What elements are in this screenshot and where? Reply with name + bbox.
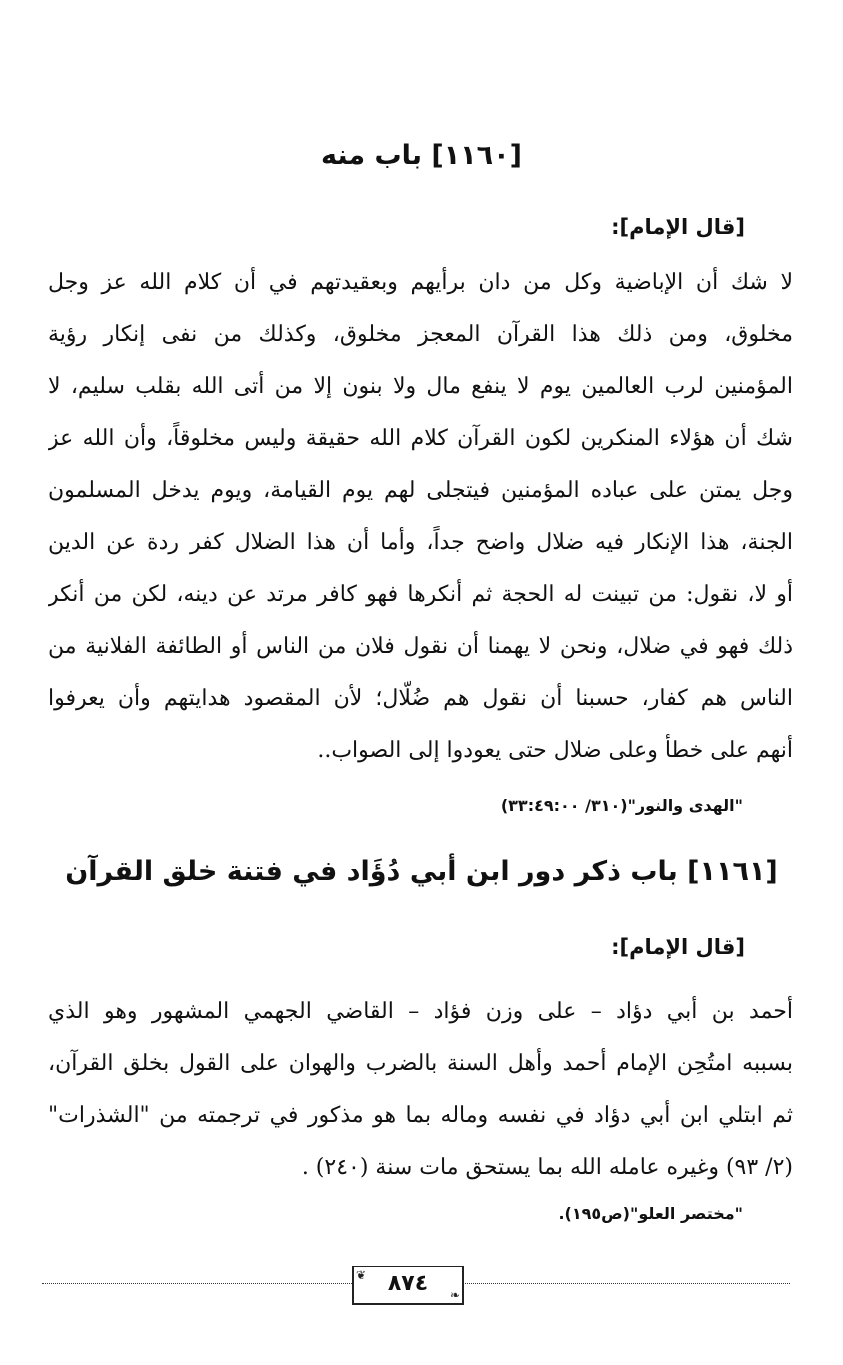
floral-ornament-icon: ❦ [356,1268,367,1282]
body-line: ذلك فهو في ضلال، ونحن لا يهمنا أن نقول فلان من الناس أو الطائفة الفلانية من [48,634,793,659]
chapter-heading-1161: [١١٦١] باب ذكر دور ابن أبي دُؤَاد في فتنة خلق القرآن [65,856,778,887]
body-line: الناس هم كفار، حسبنا أن نقول هم ضُلّال؛ لأن المقصود هدايتهم وأن يعرفوا [48,686,793,711]
body-line: بسببه امتُحِن الإمام أحمد وأهل السنة بالضرب والهوان على القول بخلق القرآن، [48,1051,793,1076]
body-line: لا شك أن الإباضية وكل من دان برأيهم وبعقيدتهم في أن كلام الله عز وجل [48,270,793,295]
body-line: المؤمنين لرب العالمين يوم لا ينفع مال ولا بنون إلا من أتى الله بقلب سليم، لا [48,374,793,399]
body-line: وجل يمتن على عباده المؤمنين فيتجلى لهم يوم القيامة، ويوم يدخل المسلمون [48,478,793,503]
body-line: أحمد بن أبي دؤاد – على وزن فؤاد – القاضي الجهمي المشهور وهو الذي [48,999,793,1024]
imam-label: [قال الإمام]: [611,935,745,959]
page-number-frame [352,1266,464,1305]
chapter-heading-1160: [١١٦٠] باب منه [321,140,522,171]
body-line: (٢/ ٩٣) وغيره عامله الله بما يستحق مات سنة (٢٤٠) . [301,1155,793,1180]
body-line: الجنة، هذا الإنكار فيه ضلال واضح جداً، وأما أن هذا الضلال كفر ردة عن الدين [48,530,793,555]
body-line: ثم ابتلي ابن أبي دؤاد في نفسه وماله بما هو مذكور في ترجمته من "الشذرات" [48,1103,793,1128]
body-line: مخلوق، ومن ذلك هذا القرآن المعجز مخلوق، وكذلك من نفى إنكار رؤية [48,322,793,347]
source-citation: "الهدى والنور"(٣١٠/ ٣٣:٤٩:٠٠) [500,796,743,815]
source-citation: "مختصر العلو"(ص١٩٥). [558,1204,743,1223]
body-line: أو لا، نقول: من تبينت له الحجة ثم أنكرها فهو كافر مرتد عن دينه، لكن من أنكر [48,582,793,607]
body-line: أنهم على خطأ وعلى ضلال حتى يعودوا إلى الصواب.. [317,738,793,763]
imam-label: [قال الإمام]: [611,215,745,239]
floral-ornament-icon: ❧ [449,1288,460,1302]
page-number: ٨٧٤ [387,1271,429,1296]
body-line: شك أن هؤلاء المنكرين لكون القرآن كلام الله حقيقة وليس مخلوقاً، وأن الله عز [48,426,793,451]
